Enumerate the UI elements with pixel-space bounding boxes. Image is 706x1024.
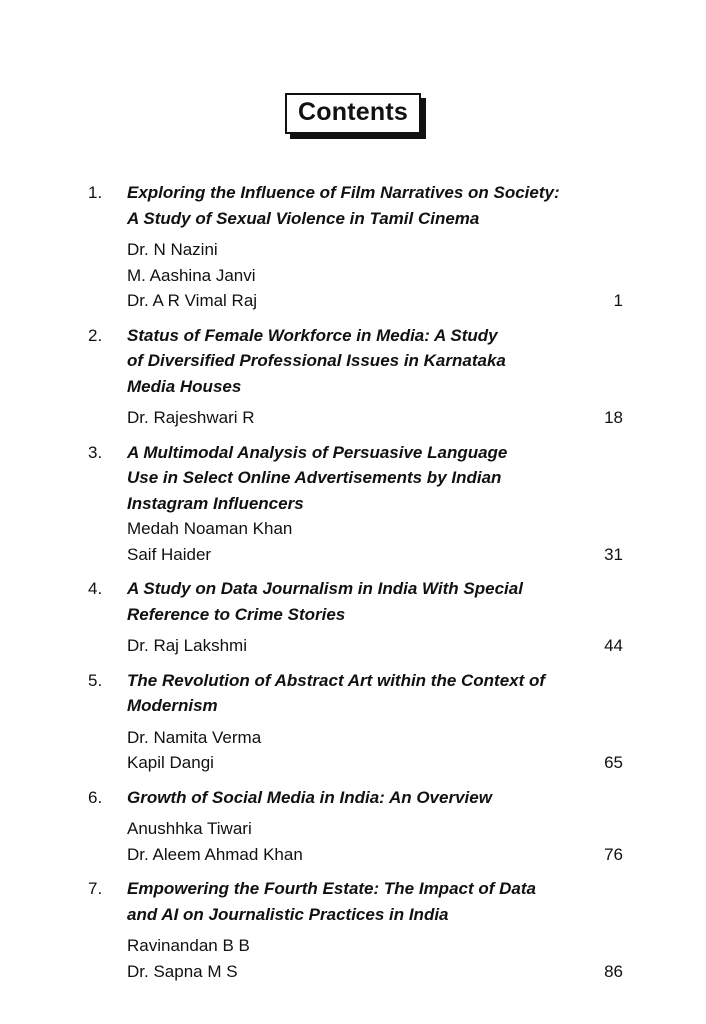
- author-name: Dr. Aleem Ahmad Khan: [127, 844, 303, 864]
- author-name: M. Aashina Janvi: [127, 265, 256, 285]
- entry-body: [127, 668, 623, 776]
- entry-body: [127, 440, 623, 568]
- entry-authors: [127, 725, 623, 776]
- toc-entry-3[interactable]: [88, 440, 623, 568]
- page-number: 1: [613, 291, 623, 310]
- entry-body: [127, 180, 623, 314]
- page-number: 44: [604, 636, 623, 655]
- entry-number: 1.: [88, 183, 103, 202]
- title-line: Modernism: [127, 696, 218, 715]
- entry-number: 7.: [88, 879, 103, 898]
- title-line: Growth of Social Media in India: An Overview: [127, 787, 492, 807]
- author-name: Saif Haider: [127, 544, 212, 564]
- toc-entry-7[interactable]: [88, 876, 623, 984]
- entry-authors: [127, 633, 623, 659]
- entry-title: [127, 668, 623, 719]
- title-line: Use in Select Online Advertisements by Indian: [127, 468, 502, 487]
- entry-authors: [127, 516, 623, 567]
- toc-entry-6[interactable]: [88, 785, 623, 868]
- title-line: Media Houses: [127, 376, 242, 396]
- entry-title: [127, 785, 623, 811]
- title-line: Instagram Influencers: [127, 493, 304, 513]
- page-number: 65: [604, 753, 623, 772]
- toc-entry-2[interactable]: [88, 323, 623, 431]
- author-name: Dr. Raj Lakshmi: [127, 636, 247, 655]
- title-line: Reference to Crime Stories: [127, 604, 346, 624]
- title-line: Status of Female Workforce in Media: A Study: [127, 325, 498, 345]
- entry-body: [127, 785, 623, 868]
- author-name: Dr. Sapna M S: [127, 961, 238, 981]
- contents-heading: Contents: [285, 93, 421, 134]
- entry-title: [127, 440, 623, 517]
- entry-authors: [127, 933, 623, 984]
- author-name: Dr. Namita Verma: [127, 727, 262, 747]
- title-line: The Revolution of Abstract Art within the Context of: [127, 670, 546, 690]
- entry-title: [127, 576, 623, 627]
- table-of-contents: [88, 180, 623, 993]
- heading-container: [0, 93, 706, 134]
- entry-body: [127, 323, 623, 431]
- entry-number: 2.: [88, 325, 103, 345]
- entry-number: 4.: [88, 579, 103, 598]
- entry-number: 3.: [88, 442, 103, 462]
- page-number: 31: [604, 544, 623, 564]
- entry-number: 6.: [88, 787, 103, 807]
- author-name: Medah Noaman Khan: [127, 519, 293, 538]
- toc-entry-5[interactable]: [88, 668, 623, 776]
- entry-title: [127, 323, 623, 400]
- author-name: Dr. N Nazini: [127, 240, 218, 259]
- entry-authors: [127, 237, 623, 314]
- title-line: A Study on Data Journalism in India With Special: [127, 579, 523, 598]
- entry-authors: [127, 816, 623, 867]
- entry-body: [127, 576, 623, 659]
- toc-entry-4[interactable]: [88, 576, 623, 659]
- page-number: 18: [604, 408, 623, 427]
- title-line: A Study of Sexual Violence in Tamil Cinema: [127, 208, 480, 228]
- author-name: Dr. Rajeshwari R: [127, 408, 255, 427]
- author-name: Kapil Dangi: [127, 753, 214, 772]
- author-name: Ravinandan B B: [127, 936, 250, 955]
- entry-number: 5.: [88, 670, 103, 690]
- author-name: Dr. A R Vimal Raj: [127, 291, 258, 310]
- entry-authors: [127, 405, 623, 431]
- title-line: A Multimodal Analysis of Persuasive Language: [127, 442, 508, 462]
- toc-entry-1[interactable]: [88, 180, 623, 314]
- entry-body: [127, 876, 623, 984]
- title-line: Exploring the Influence of Film Narratives on Society:: [127, 183, 560, 202]
- author-name: Anushhka Tiwari: [127, 819, 252, 838]
- entry-title: [127, 876, 623, 927]
- page-number: 76: [604, 844, 623, 864]
- title-line: and AI on Journalistic Practices in India: [127, 904, 449, 924]
- title-line: Empowering the Fourth Estate: The Impact of Data: [127, 879, 536, 898]
- entry-title: [127, 180, 623, 231]
- page-number: 86: [604, 961, 623, 981]
- title-line: of Diversified Professional Issues in Karnataka: [127, 351, 506, 370]
